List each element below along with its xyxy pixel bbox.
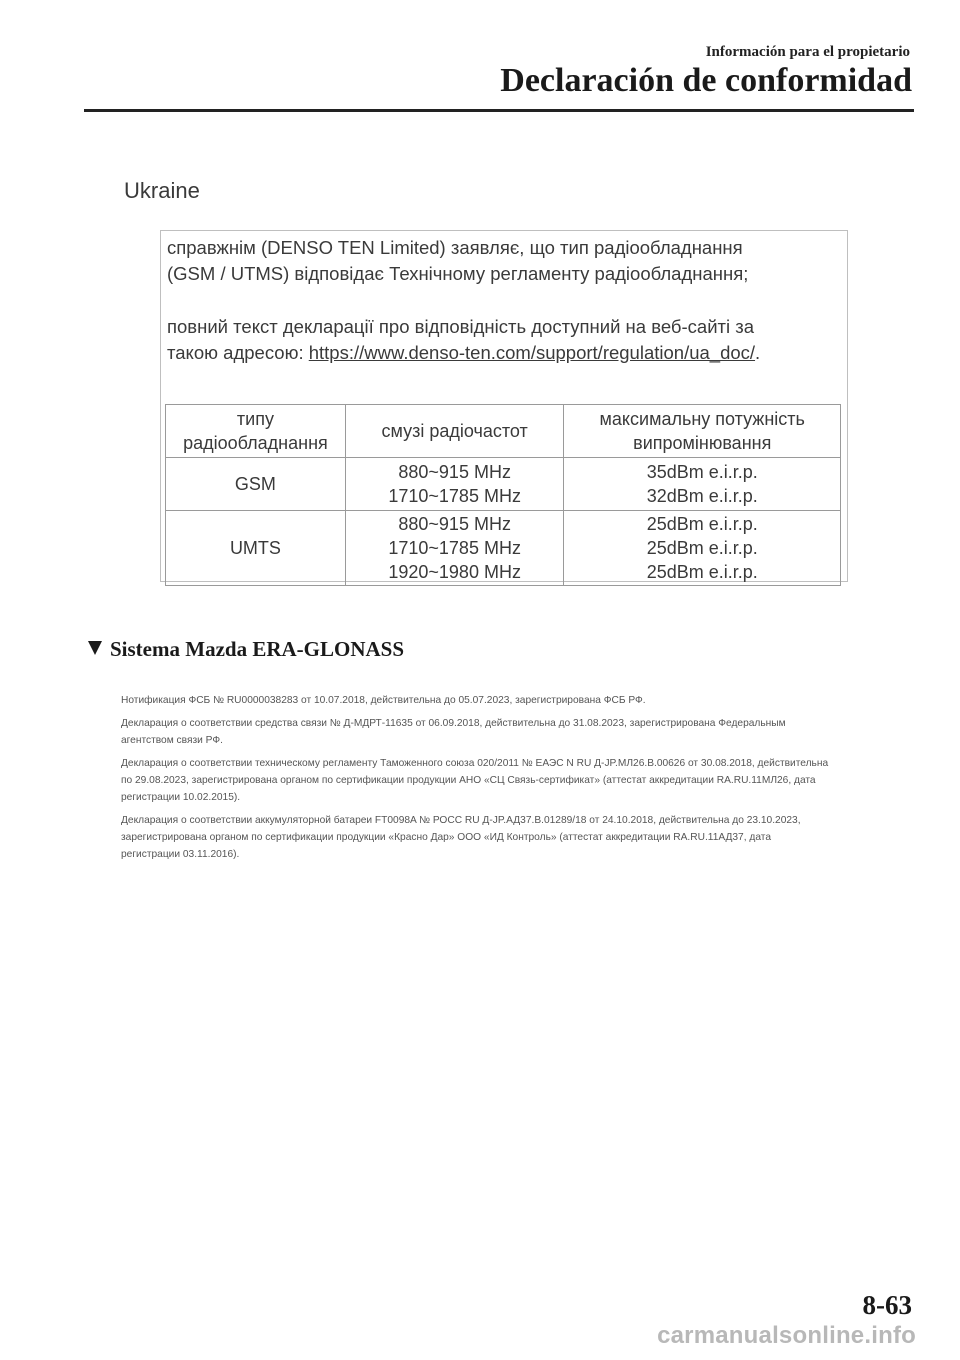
chapter-title: Declaración de conformidad xyxy=(500,62,912,99)
triangle-down-icon xyxy=(88,641,102,655)
table-header-row xyxy=(166,405,841,458)
cell-type: UMTS xyxy=(166,511,346,586)
declaration-link[interactable]: https://www.denso-ten.com/support/regulation/ua_doc/ xyxy=(308,342,756,363)
page-number: 8-63 xyxy=(862,1290,912,1320)
section-label: Información para el propietario xyxy=(705,44,910,60)
era-glonass-heading xyxy=(88,637,404,662)
header-rule xyxy=(84,109,914,112)
ukraine-full-text-note xyxy=(167,314,839,366)
certification-paragraph: Декларация о соответствии техническому регламенту Таможенного союза 020/2011 № ЕАЭС N RU Д-JP.МЛ26.В.00626 от 30.08.2018, действительна по 29.08.2023, зарегистрирована органом по сертификации продукции АНО «СЦ Связь-сертификат» (аттестат аккредитации RA.RU.11МЛ26, дата регистрации 10.02.2015). xyxy=(121,758,829,803)
radio-equipment-table xyxy=(165,404,841,586)
header-frequency-band: смузі радіочастот xyxy=(345,405,564,458)
cell-bands: 880~915 MHz 1710~1785 MHz 1920~1980 MHz xyxy=(345,511,564,586)
cell-power: 25dBm e.i.r.p. 25dBm e.i.r.p. 25dBm e.i.r.p. xyxy=(564,511,841,586)
cell-power: 35dBm e.i.r.p. 32dBm e.i.r.p. xyxy=(564,458,841,511)
table-row xyxy=(166,511,841,586)
cell-type: GSM xyxy=(166,458,346,511)
certification-paragraph: Декларация о соответствии аккумуляторной батареи FT0098A № РОСС RU Д-JP.АД37.В.01289/18 от 24.10.2018, действительна до 23.10.2023, зарегистрирована органом по сертификации продукции «Красно Дар» ООО «ИД Контроль» (аттестат аккредитации RA.RU.11АД37, дата регистрации 03.11.2016). xyxy=(121,815,801,860)
statement-line: справжнім (DENSO TEN Limited) заявляє, що тип радіообладнання xyxy=(167,237,743,258)
note-line: повний текст декларації про відповідність доступний на веб-сайті за xyxy=(167,316,755,337)
note-line xyxy=(167,340,839,366)
watermark: carmanualsonline.info xyxy=(657,1322,916,1349)
era-glonass-heading-text: Sistema Mazda ERA-GLONASS xyxy=(110,637,405,661)
header-equipment-type: типу радіообладнання xyxy=(166,405,346,458)
note-suffix: . xyxy=(755,342,761,363)
era-glonass-certifications xyxy=(121,692,881,869)
table-row xyxy=(166,458,841,511)
ukraine-heading: Ukraine xyxy=(124,178,200,203)
ukraine-declaration-box xyxy=(160,230,848,582)
ukraine-statement xyxy=(167,235,839,287)
certification-paragraph: Декларация о соответствии средства связи № Д-МДРТ-11635 от 06.09.2018, действительна до 31.08.2023, зарегистрирована Федеральным агентством связи РФ. xyxy=(121,718,786,746)
header-max-power: максимальну потужність випромінювання xyxy=(564,405,841,458)
statement-line: (GSM / UTMS) відповідає Технічному регламенту радіообладнання; xyxy=(167,263,749,284)
certification-paragraph: Нотификация ФСБ № RU0000038283 от 10.07.2018, действительна до 05.07.2023, зарегистрирована ФСБ РФ. xyxy=(121,695,646,706)
cell-bands: 880~915 MHz 1710~1785 MHz xyxy=(345,458,564,511)
note-prefix: такою адресою: xyxy=(167,342,309,363)
